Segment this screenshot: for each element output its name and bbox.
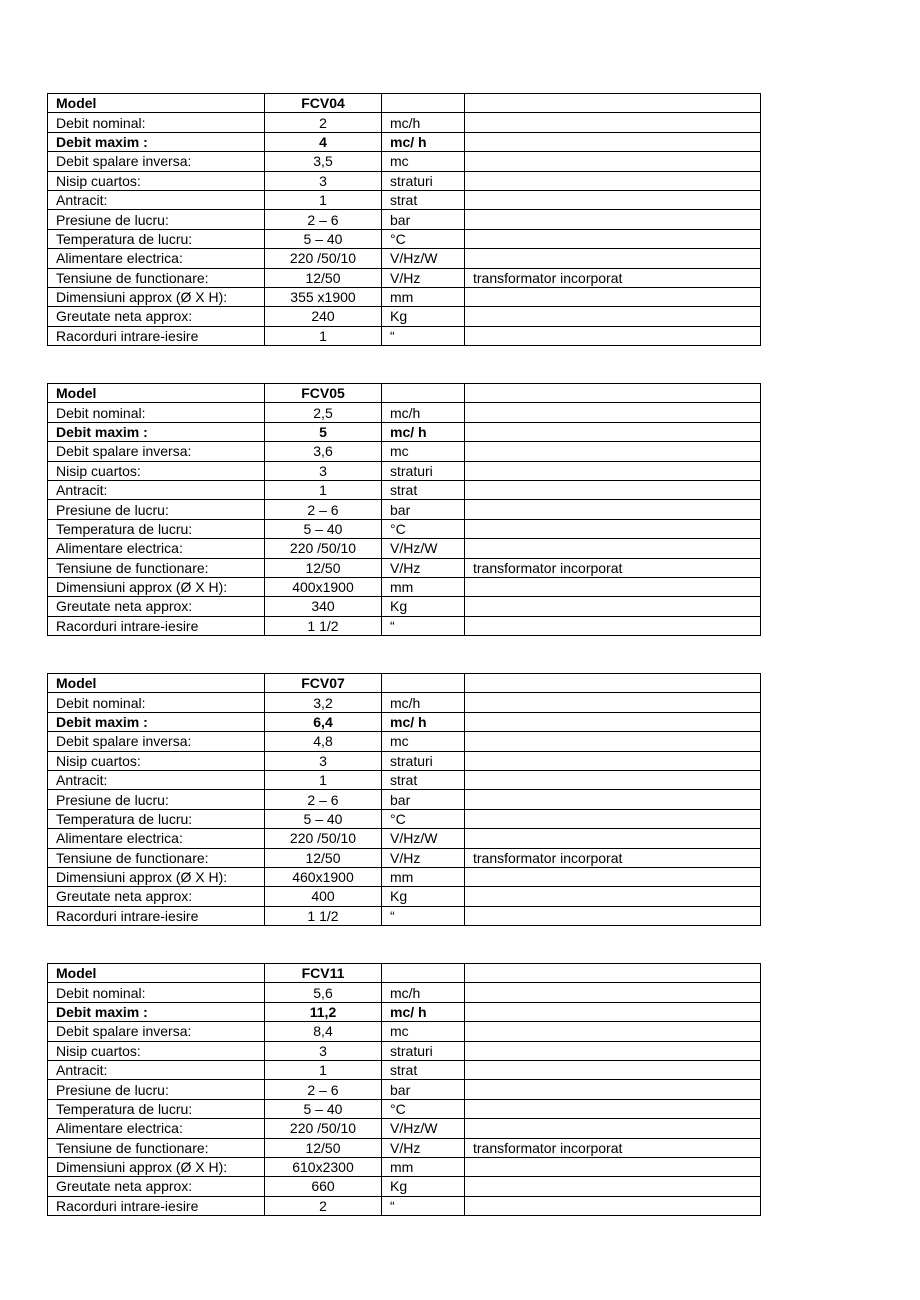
spec-note-cell [465, 480, 761, 499]
spec-row [48, 1060, 761, 1079]
spec-row [48, 1099, 761, 1118]
spec-value-cell: FCV07 [265, 674, 382, 693]
spec-value-cell: 1 [265, 326, 382, 345]
spec-unit-cell: V/Hz/W [382, 539, 465, 558]
spec-value-cell: 3,5 [265, 152, 382, 171]
spec-unit-cell: V/Hz/W [382, 829, 465, 848]
spec-note-cell [465, 732, 761, 751]
spec-label-cell: Tensiune de functionare: [48, 558, 265, 577]
spec-label-cell: Racorduri intrare-iesire [48, 616, 265, 635]
spec-value-cell: 11,2 [265, 1002, 382, 1021]
spec-value-cell: 8,4 [265, 1022, 382, 1041]
spec-note-cell [465, 152, 761, 171]
spec-note-cell [465, 1157, 761, 1176]
spec-row [48, 867, 761, 886]
spec-label-cell: Debit maxim : [48, 1002, 265, 1021]
spec-value-cell: 2 – 6 [265, 1080, 382, 1099]
spec-note-cell [465, 94, 761, 113]
spec-note-cell [465, 307, 761, 326]
spec-note-cell [465, 597, 761, 616]
spec-unit-cell: °C [382, 519, 465, 538]
spec-note-cell [465, 829, 761, 848]
spec-value-cell: 400 [265, 887, 382, 906]
spec-table-fcv04 [47, 93, 761, 346]
spec-value-cell: 12/50 [265, 848, 382, 867]
spec-note-cell [465, 422, 761, 441]
spec-note-cell [465, 712, 761, 731]
spec-unit-cell: strat [382, 190, 465, 209]
spec-unit-cell: V/Hz/W [382, 1119, 465, 1138]
spec-value-cell: 220 /50/10 [265, 829, 382, 848]
spec-note-cell [465, 674, 761, 693]
spec-row [48, 249, 761, 268]
spec-unit-cell: mm [382, 287, 465, 306]
spec-label-cell: Greutate neta approx: [48, 597, 265, 616]
spec-label-cell: Debit nominal: [48, 113, 265, 132]
spec-note-cell [465, 190, 761, 209]
spec-note-cell [465, 461, 761, 480]
spec-row [48, 94, 761, 113]
spec-row [48, 210, 761, 229]
spec-value-cell: FCV05 [265, 384, 382, 403]
spec-value-cell: 220 /50/10 [265, 249, 382, 268]
spec-row [48, 307, 761, 326]
spec-table-fcv05 [47, 383, 761, 636]
spec-unit-cell: “ [382, 906, 465, 925]
spec-value-cell: 2 – 6 [265, 210, 382, 229]
spec-unit-cell: mc/h [382, 983, 465, 1002]
spec-note-cell [465, 964, 761, 983]
spec-table-body [48, 94, 761, 346]
spec-value-cell: 5 – 40 [265, 229, 382, 248]
spec-label-cell: Dimensiuni approx (Ø X H): [48, 1157, 265, 1176]
spec-label-cell: Debit spalare inversa: [48, 732, 265, 751]
spec-row [48, 770, 761, 789]
spec-unit-cell: mm [382, 577, 465, 596]
spec-value-cell: 340 [265, 597, 382, 616]
spec-unit-cell: straturi [382, 461, 465, 480]
spec-unit-cell: °C [382, 809, 465, 828]
spec-row [48, 616, 761, 635]
spec-value-cell: 5 – 40 [265, 809, 382, 828]
spec-unit-cell: mc/ h [382, 132, 465, 151]
spec-value-cell: 3 [265, 171, 382, 190]
spec-value-cell: 1 1/2 [265, 906, 382, 925]
spec-row [48, 113, 761, 132]
spec-row [48, 1196, 761, 1215]
spec-value-cell: 460x1900 [265, 867, 382, 886]
spec-row [48, 1041, 761, 1060]
spec-note-cell [465, 171, 761, 190]
spec-row [48, 964, 761, 983]
spec-value-cell: 1 [265, 1060, 382, 1079]
spec-row [48, 229, 761, 248]
spec-unit-cell: mc/ h [382, 422, 465, 441]
spec-row [48, 480, 761, 499]
spec-value-cell: 5,6 [265, 983, 382, 1002]
spec-note-cell: transformator incorporat [465, 268, 761, 287]
spec-label-cell: Debit spalare inversa: [48, 1022, 265, 1041]
spec-value-cell: 3 [265, 1041, 382, 1060]
spec-note-cell [465, 906, 761, 925]
spec-label-cell: Alimentare electrica: [48, 539, 265, 558]
spec-value-cell: 12/50 [265, 558, 382, 577]
spec-label-cell: Tensiune de functionare: [48, 848, 265, 867]
spec-row [48, 268, 761, 287]
spec-unit-cell: Kg [382, 887, 465, 906]
spec-label-cell: Model [48, 94, 265, 113]
spec-note-cell [465, 442, 761, 461]
spec-unit-cell: V/Hz [382, 268, 465, 287]
spec-row [48, 1080, 761, 1099]
spec-value-cell: 1 [265, 770, 382, 789]
spec-value-cell: 355 x1900 [265, 287, 382, 306]
spec-note-cell [465, 326, 761, 345]
spec-row [48, 422, 761, 441]
spec-label-cell: Presiune de lucru: [48, 500, 265, 519]
spec-unit-cell: bar [382, 1080, 465, 1099]
spec-unit-cell: mc/h [382, 693, 465, 712]
spec-note-cell [465, 751, 761, 770]
spec-label-cell: Temperatura de lucru: [48, 809, 265, 828]
spec-row [48, 848, 761, 867]
spec-row [48, 1177, 761, 1196]
spec-unit-cell: °C [382, 1099, 465, 1118]
spec-label-cell: Nisip cuartos: [48, 171, 265, 190]
spec-row [48, 1002, 761, 1021]
spec-unit-cell: mc [382, 152, 465, 171]
spec-value-cell: 4 [265, 132, 382, 151]
spec-unit-cell: “ [382, 616, 465, 635]
spec-note-cell [465, 1099, 761, 1118]
spec-row [48, 442, 761, 461]
spec-unit-cell: V/Hz [382, 1138, 465, 1157]
spec-note-cell [465, 539, 761, 558]
spec-unit-cell: “ [382, 326, 465, 345]
spec-label-cell: Alimentare electrica: [48, 249, 265, 268]
spec-row [48, 1119, 761, 1138]
spec-row [48, 809, 761, 828]
spec-row [48, 693, 761, 712]
spec-label-cell: Antracit: [48, 770, 265, 789]
spec-note-cell [465, 384, 761, 403]
spec-unit-cell: V/Hz [382, 558, 465, 577]
spec-table-fcv07 [47, 673, 761, 926]
spec-unit-cell: straturi [382, 171, 465, 190]
spec-value-cell: 2 – 6 [265, 500, 382, 519]
spec-unit-cell [382, 674, 465, 693]
spec-value-cell: FCV11 [265, 964, 382, 983]
spec-note-cell [465, 693, 761, 712]
spec-value-cell: 2 – 6 [265, 790, 382, 809]
spec-note-cell [465, 577, 761, 596]
spec-value-cell: 2 [265, 1196, 382, 1215]
spec-unit-cell: mc/ h [382, 1002, 465, 1021]
spec-row [48, 384, 761, 403]
spec-note-cell [465, 867, 761, 886]
spec-row [48, 461, 761, 480]
spec-label-cell: Presiune de lucru: [48, 1080, 265, 1099]
spec-row [48, 171, 761, 190]
spec-row [48, 712, 761, 731]
spec-note-cell [465, 519, 761, 538]
spec-note-cell [465, 983, 761, 1002]
spec-value-cell: 2,5 [265, 403, 382, 422]
spec-unit-cell: bar [382, 790, 465, 809]
spec-label-cell: Presiune de lucru: [48, 210, 265, 229]
spec-label-cell: Greutate neta approx: [48, 887, 265, 906]
spec-row [48, 577, 761, 596]
spec-table-body [48, 674, 761, 926]
spec-row [48, 287, 761, 306]
spec-unit-cell: Kg [382, 307, 465, 326]
spec-row [48, 326, 761, 345]
spec-unit-cell: bar [382, 210, 465, 229]
spec-row [48, 539, 761, 558]
spec-unit-cell: mc [382, 1022, 465, 1041]
spec-row [48, 887, 761, 906]
spec-unit-cell: strat [382, 1060, 465, 1079]
spec-label-cell: Presiune de lucru: [48, 790, 265, 809]
spec-table-fcv11 [47, 963, 761, 1216]
spec-unit-cell: straturi [382, 1041, 465, 1060]
spec-row [48, 132, 761, 151]
spec-value-cell: 5 [265, 422, 382, 441]
spec-unit-cell: mm [382, 1157, 465, 1176]
spec-unit-cell: strat [382, 770, 465, 789]
spec-value-cell: 1 [265, 190, 382, 209]
spec-label-cell: Debit maxim : [48, 422, 265, 441]
spec-row [48, 1022, 761, 1041]
spec-value-cell: 4,8 [265, 732, 382, 751]
spec-note-cell: transformator incorporat [465, 1138, 761, 1157]
spec-row [48, 403, 761, 422]
spec-note-cell [465, 1060, 761, 1079]
spec-unit-cell: V/Hz [382, 848, 465, 867]
spec-note-cell [465, 1041, 761, 1060]
spec-row [48, 500, 761, 519]
spec-unit-cell [382, 964, 465, 983]
spec-value-cell: 3,6 [265, 442, 382, 461]
spec-label-cell: Dimensiuni approx (Ø X H): [48, 287, 265, 306]
spec-label-cell: Model [48, 384, 265, 403]
spec-value-cell: 5 – 40 [265, 519, 382, 538]
spec-unit-cell: bar [382, 500, 465, 519]
spec-value-cell: 2 [265, 113, 382, 132]
spec-row [48, 1138, 761, 1157]
spec-label-cell: Alimentare electrica: [48, 1119, 265, 1138]
spec-unit-cell: strat [382, 480, 465, 499]
spec-row [48, 906, 761, 925]
spec-unit-cell: mc/ h [382, 712, 465, 731]
spec-label-cell: Racorduri intrare-iesire [48, 906, 265, 925]
spec-label-cell: Greutate neta approx: [48, 1177, 265, 1196]
spec-note-cell [465, 287, 761, 306]
spec-row [48, 190, 761, 209]
spec-note-cell [465, 790, 761, 809]
spec-label-cell: Debit nominal: [48, 403, 265, 422]
spec-row [48, 597, 761, 616]
spec-row [48, 829, 761, 848]
spec-note-cell [465, 500, 761, 519]
spec-unit-cell: “ [382, 1196, 465, 1215]
spec-unit-cell [382, 94, 465, 113]
spec-row [48, 1157, 761, 1176]
spec-row [48, 790, 761, 809]
spec-label-cell: Alimentare electrica: [48, 829, 265, 848]
spec-note-cell [465, 249, 761, 268]
spec-note-cell [465, 113, 761, 132]
spec-unit-cell: °C [382, 229, 465, 248]
spec-unit-cell: Kg [382, 1177, 465, 1196]
spec-value-cell: 3,2 [265, 693, 382, 712]
spec-unit-cell: mc/h [382, 403, 465, 422]
spec-value-cell: 5 – 40 [265, 1099, 382, 1118]
spec-label-cell: Dimensiuni approx (Ø X H): [48, 867, 265, 886]
spec-note-cell: transformator incorporat [465, 558, 761, 577]
spec-table-body [48, 964, 761, 1216]
spec-note-cell [465, 210, 761, 229]
spec-unit-cell: V/Hz/W [382, 249, 465, 268]
spec-value-cell: 610x2300 [265, 1157, 382, 1176]
spec-value-cell: 12/50 [265, 1138, 382, 1157]
spec-unit-cell [382, 384, 465, 403]
spec-label-cell: Racorduri intrare-iesire [48, 1196, 265, 1215]
spec-note-cell [465, 229, 761, 248]
spec-label-cell: Model [48, 964, 265, 983]
spec-label-cell: Nisip cuartos: [48, 461, 265, 480]
spec-value-cell: 220 /50/10 [265, 539, 382, 558]
spec-row [48, 732, 761, 751]
spec-value-cell: 3 [265, 751, 382, 770]
spec-value-cell: 400x1900 [265, 577, 382, 596]
spec-row [48, 983, 761, 1002]
spec-note-cell [465, 1022, 761, 1041]
spec-unit-cell: mm [382, 867, 465, 886]
spec-note-cell [465, 1002, 761, 1021]
spec-note-cell [465, 809, 761, 828]
spec-label-cell: Model [48, 674, 265, 693]
spec-value-cell: 6,4 [265, 712, 382, 731]
spec-label-cell: Debit nominal: [48, 983, 265, 1002]
spec-note-cell [465, 1080, 761, 1099]
spec-note-cell [465, 887, 761, 906]
spec-note-cell [465, 770, 761, 789]
spec-label-cell: Antracit: [48, 190, 265, 209]
spec-label-cell: Temperatura de lucru: [48, 1099, 265, 1118]
spec-label-cell: Dimensiuni approx (Ø X H): [48, 577, 265, 596]
spec-note-cell [465, 1119, 761, 1138]
spec-label-cell: Debit maxim : [48, 132, 265, 151]
spec-label-cell: Debit spalare inversa: [48, 152, 265, 171]
spec-row [48, 519, 761, 538]
spec-label-cell: Antracit: [48, 480, 265, 499]
spec-row [48, 674, 761, 693]
spec-table-body [48, 384, 761, 636]
spec-label-cell: Debit nominal: [48, 693, 265, 712]
spec-label-cell: Racorduri intrare-iesire [48, 326, 265, 345]
spec-note-cell: transformator incorporat [465, 848, 761, 867]
spec-value-cell: 660 [265, 1177, 382, 1196]
spec-value-cell: 220 /50/10 [265, 1119, 382, 1138]
spec-unit-cell: mc/h [382, 113, 465, 132]
spec-label-cell: Temperatura de lucru: [48, 229, 265, 248]
spec-note-cell [465, 132, 761, 151]
spec-value-cell: 240 [265, 307, 382, 326]
spec-label-cell: Nisip cuartos: [48, 1041, 265, 1060]
spec-label-cell: Debit spalare inversa: [48, 442, 265, 461]
spec-label-cell: Antracit: [48, 1060, 265, 1079]
spec-label-cell: Tensiune de functionare: [48, 1138, 265, 1157]
spec-value-cell: 12/50 [265, 268, 382, 287]
spec-unit-cell: Kg [382, 597, 465, 616]
spec-note-cell [465, 1177, 761, 1196]
spec-note-cell [465, 616, 761, 635]
spec-label-cell: Temperatura de lucru: [48, 519, 265, 538]
spec-value-cell: 1 [265, 480, 382, 499]
spec-value-cell: 3 [265, 461, 382, 480]
spec-row [48, 558, 761, 577]
spec-label-cell: Tensiune de functionare: [48, 268, 265, 287]
spec-row [48, 751, 761, 770]
spec-value-cell: 1 1/2 [265, 616, 382, 635]
spec-unit-cell: straturi [382, 751, 465, 770]
spec-note-cell [465, 403, 761, 422]
spec-unit-cell: mc [382, 732, 465, 751]
spec-label-cell: Greutate neta approx: [48, 307, 265, 326]
spec-value-cell: FCV04 [265, 94, 382, 113]
spec-row [48, 152, 761, 171]
spec-unit-cell: mc [382, 442, 465, 461]
spec-note-cell [465, 1196, 761, 1215]
spec-label-cell: Debit maxim : [48, 712, 265, 731]
spec-label-cell: Nisip cuartos: [48, 751, 265, 770]
